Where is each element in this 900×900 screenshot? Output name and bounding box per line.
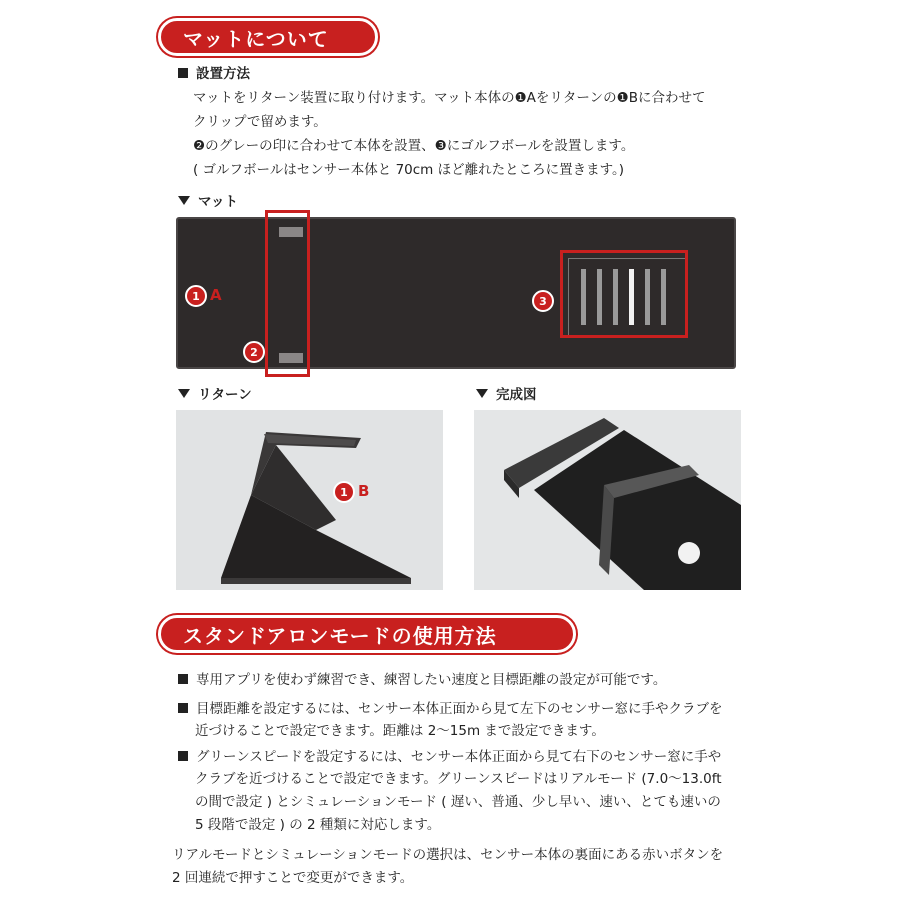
setup-line-1: マットをリターン装置に取り付けます。マット本体の❶Aをリターンの❶Bに合わせて <box>193 90 706 106</box>
triangle-down-icon <box>476 389 488 398</box>
triangle-down-icon <box>178 196 190 205</box>
return-label: リターン <box>178 383 252 407</box>
highlight-box-3 <box>560 250 688 338</box>
point-a-label: A <box>210 286 222 304</box>
point-b-label: B <box>358 482 370 500</box>
square-bullet-icon <box>178 68 188 78</box>
standalone-bullet-3-cont-1: クラブを近づけることで設定できます。グリーンスピードはリアルモード (7.0〜13.0ft <box>195 771 722 787</box>
setup-line-3: ❷のグレーの印に合わせて本体を設置、❸にゴルフボールを設置します。 <box>193 138 635 154</box>
section-title-standalone <box>158 615 576 653</box>
return-device-image <box>176 410 443 590</box>
mat-label: マット <box>178 190 238 214</box>
section-title-standalone-text: スタンドアロンモードの使用方法 <box>183 623 497 648</box>
badge-3: 3 <box>532 290 554 312</box>
highlight-box-2 <box>265 210 310 377</box>
badge-2: 2 <box>243 341 265 363</box>
standalone-footer-2: 2 回連続で押すことで変更ができます。 <box>172 870 414 886</box>
standalone-bullet-3-cont-3: 5 段階で設定 ) の 2 種類に対応します。 <box>195 817 441 833</box>
setup-line-4: ( ゴルフボールはセンサー本体と 70cm ほど離れたところに置きます。) <box>193 162 625 178</box>
badge-1a: 1 <box>185 285 207 307</box>
standalone-bullet-3: グリーンスピードを設定するには、センサー本体正面から見て右下のセンサー窓に手や <box>178 745 721 769</box>
square-bullet-icon <box>178 674 188 684</box>
standalone-bullet-2-cont: 近づけることで設定できます。距離は 2〜15m まで設定できます。 <box>195 723 605 739</box>
standalone-bullet-2: 目標距離を設定するには、センサー本体正面から見て左下のセンサー窓に手やクラブを <box>178 697 723 721</box>
setup-line-2: クリップで留めます。 <box>193 114 327 130</box>
completed-assembly-image <box>474 410 741 590</box>
return-device-illustration <box>176 410 443 590</box>
standalone-footer-1: リアルモードとシミュレーションモードの選択は、センサー本体の裏面にある赤いボタンを <box>172 847 724 863</box>
section-title-mat <box>158 18 378 56</box>
badge-1b: 1 <box>333 481 355 503</box>
standalone-bullet-3-cont-2: の間で設定 ) とシミュレーションモード ( 遅い、普通、少し早い、速い、とても速いの <box>195 794 721 810</box>
setup-heading: 設置方法 <box>178 62 250 86</box>
complete-label: 完成図 <box>476 383 537 407</box>
square-bullet-icon <box>178 751 188 761</box>
standalone-bullet-1: 専用アプリを使わず練習でき、練習したい速度と目標距離の設定が可能です。 <box>178 668 666 692</box>
square-bullet-icon <box>178 703 188 713</box>
completed-assembly-illustration <box>474 410 741 590</box>
section-title-mat-text: マットについて <box>183 26 329 51</box>
triangle-down-icon <box>178 389 190 398</box>
